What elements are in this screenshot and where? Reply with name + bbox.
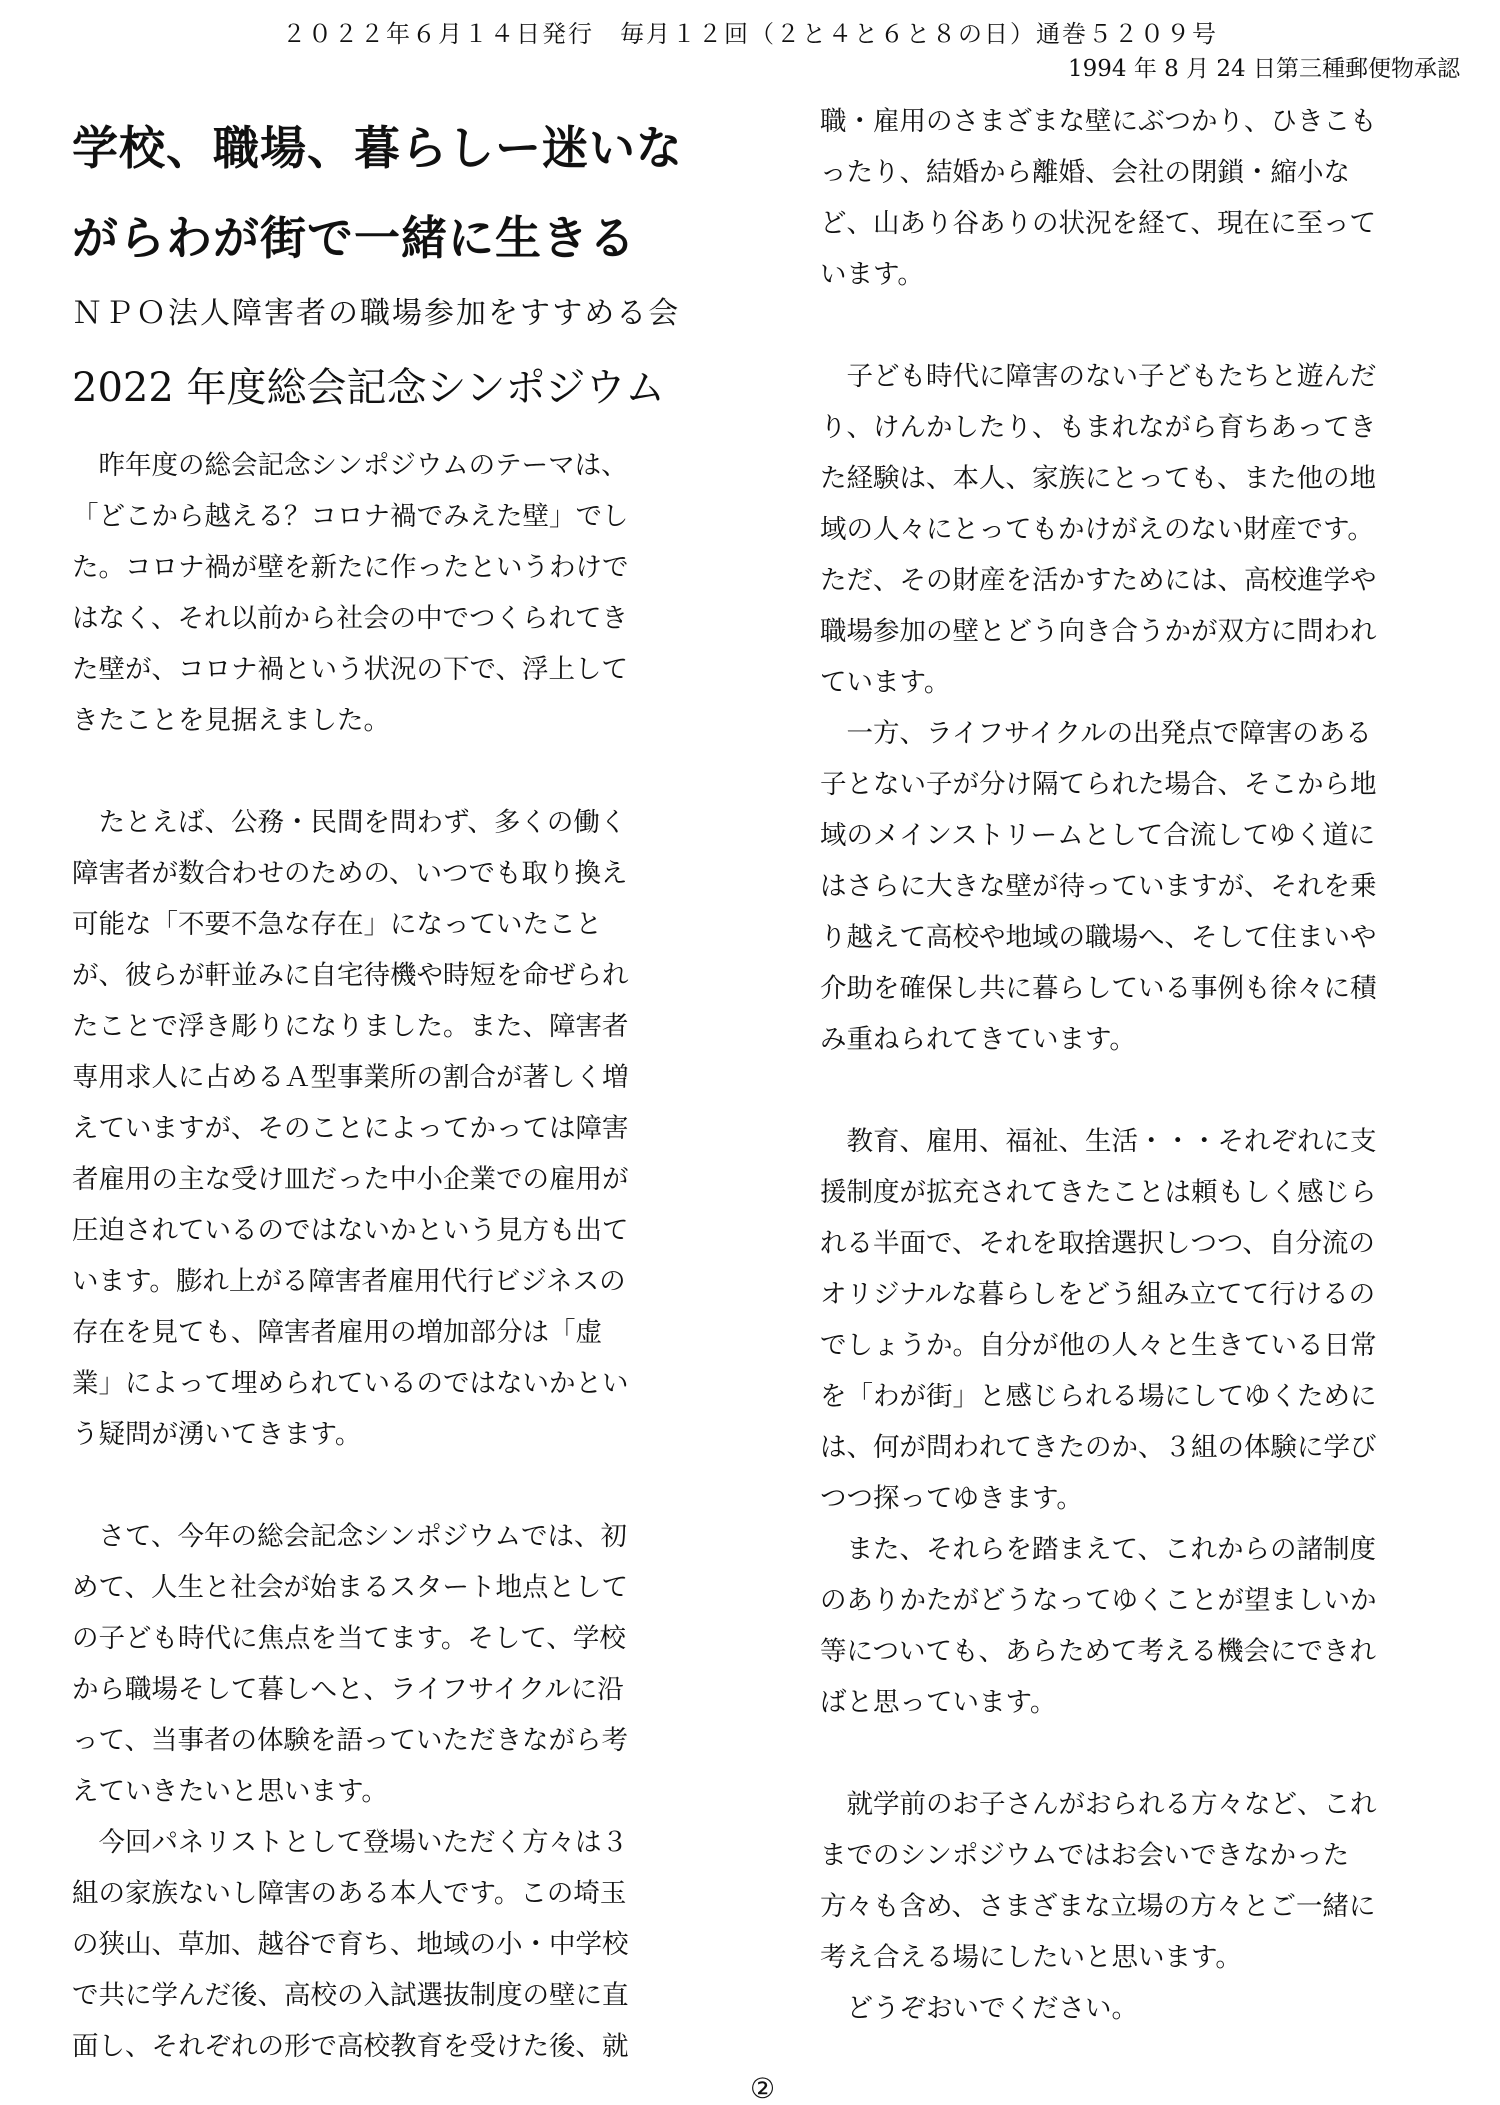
text-line: の子ども時代に焦点を当てます。そして、学校 — [72, 1623, 626, 1654]
text-line: 可能な「不要不急な存在」になっていたこと — [72, 909, 602, 940]
text-line: の狭山、草加、越谷で育ち、地域の小・中学校 — [72, 1929, 629, 1960]
text-line: 職場参加の壁とどう向き合うかが双方に問われ — [820, 616, 1377, 647]
text-line: 面し、それぞれの形で高校教育を受けた後、就 — [72, 2031, 629, 2062]
text-line: はなく、それ以前から社会の中でつくられてき — [72, 603, 628, 634]
text-line: 子とない子が分け隔てられた場合、そこから地 — [820, 769, 1377, 800]
text-line: ています。 — [820, 667, 951, 698]
title-line-2: がらわが街で一緒に生きる — [72, 211, 636, 265]
text-line: 等についても、あらためて考える機会にできれ — [820, 1636, 1376, 1667]
text-line: 域のメインストリームとして合流してゆく道に — [820, 820, 1376, 851]
left-paragraph-3 — [72, 1511, 712, 2072]
text-line: り越えて高校や地域の職場へ、そして住まいや — [820, 922, 1377, 953]
text-line: 者雇用の主な受け皿だった中小企業での雇用が — [72, 1164, 629, 1195]
text-line: ど、山あり谷ありの状況を経て、現在に至って — [820, 208, 1376, 239]
text-line: はさらに大きな壁が待っていますが、それを乗 — [820, 871, 1377, 902]
left-paragraph-2 — [72, 797, 712, 1460]
text-line: 域の人々にとってもかけがえのない財産です。 — [820, 514, 1374, 545]
right-paragraph-2 — [820, 351, 1470, 1065]
text-line: ったり、結婚から離婚、会社の閉鎖・縮小な — [820, 157, 1350, 188]
text-line: で共に学んだ後、高校の入試選抜制度の壁に直 — [72, 1980, 629, 2011]
text-line: います。膨れ上がる障害者雇用代行ビジネスの — [72, 1266, 626, 1297]
left-paragraph-1 — [72, 440, 712, 746]
paragraph-spacer — [72, 1460, 712, 1511]
postal-approval: 1994 年 8 月 24 日第三種郵便物承認 — [1068, 56, 1460, 82]
text-line: り、けんかしたり、もまれながら育ちあってき — [820, 412, 1377, 443]
text-line: う疑問が湧いてきます。 — [72, 1419, 362, 1450]
text-line: 圧迫されているのではないかという見方も出て — [72, 1215, 629, 1246]
text-line: います。 — [820, 259, 924, 290]
text-line: 昨年度の総会記念シンポジウムのテーマは、 — [72, 450, 628, 481]
text-line: どうぞおいでください。 — [820, 1993, 1138, 2024]
text-line: 就学前のお子さんがおられる方々など、これ — [820, 1789, 1377, 1820]
text-line: を「わが街」と感じられる場にしてゆくために — [820, 1381, 1377, 1412]
text-line: が、彼らが軒並みに自宅待機や時短を命ぜられ — [72, 960, 629, 991]
text-line: さて、今年の総会記念シンポジウムでは、初 — [72, 1521, 628, 1552]
left-column — [72, 440, 712, 2072]
text-line: たとえば、公務・民間を問わず、多くの働く — [72, 807, 627, 838]
text-line: えていますが、そのことによってかっては障害 — [72, 1113, 629, 1144]
text-line: えていきたいと思います。 — [72, 1776, 388, 1807]
right-column — [820, 96, 1470, 2034]
text-line: たことで浮き彫りになりました。また、障害者 — [72, 1011, 629, 1042]
text-line: ただ、その財産を活かすためには、高校進学や — [820, 565, 1377, 596]
text-line: は、何が問われてきたのか、３組の体験に学び — [820, 1432, 1377, 1463]
text-line: 「どこから越える？コロナ禍でみえた壁」でし — [72, 501, 629, 532]
text-line: 業」によって埋められているのではないかとい — [72, 1368, 629, 1399]
text-line: 専用求人に占めるＡ型事業所の割合が著しく増 — [72, 1062, 629, 1093]
issue-line: ２０２２年６月１４日発行 毎月１２回（２と４と６と８の日）通巻５２０９号 — [282, 20, 1218, 48]
text-line: 教育、雇用、福祉、生活・・・それぞれに支 — [820, 1126, 1377, 1157]
text-line: 一方、ライフサイクルの出発点で障害のある — [820, 718, 1372, 749]
text-line: 方々も含め、さまざまな立場の方々とご一緒に — [820, 1891, 1376, 1922]
organization-name: ＮＰＯ法人障害者の職場参加をすすめる会 — [72, 296, 681, 331]
paragraph-spacer — [820, 1065, 1470, 1116]
text-line: 介助を確保し共に暮らしている事例も徐々に積 — [820, 973, 1377, 1004]
text-line: 組の家族ないし障害のある本人です。この埼玉 — [72, 1878, 627, 1909]
paragraph-spacer — [72, 746, 712, 797]
text-line: 今回パネリストとして登場いただく方々は３ — [72, 1827, 628, 1858]
text-line: 障害者が数合わせのための、いつでも取り換え — [72, 858, 628, 889]
right-paragraph-1 — [820, 96, 1470, 300]
title-line-1: 学校、職場、暮らしー迷いな — [72, 121, 683, 175]
text-line: また、それらを踏まえて、これからの諸制度 — [820, 1534, 1376, 1565]
text-line: つつ探ってゆきます。 — [820, 1483, 1083, 1514]
text-line: 子ども時代に障害のない子どもたちと遊んだ — [820, 361, 1377, 392]
text-line: 存在を見ても、障害者雇用の増加部分は「虚 — [72, 1317, 602, 1348]
paragraph-spacer — [820, 1728, 1470, 1779]
text-line: た経験は、本人、家族にとっても、また他の地 — [820, 463, 1376, 494]
event-name: 2022 年度総会記念シンポジウム — [72, 365, 666, 411]
right-paragraph-3 — [820, 1116, 1470, 1728]
text-line: でしょうか。自分が他の人々と生きている日常 — [820, 1330, 1377, 1361]
text-line: た壁が、コロナ禍という状況の下で、浮上して — [72, 654, 628, 685]
text-line: のありかたがどうなってゆくことが望ましいか — [820, 1585, 1377, 1616]
text-line: までのシンポジウムではお会いできなかった — [820, 1840, 1350, 1871]
right-paragraph-4 — [820, 1779, 1470, 2034]
text-line: ばと思っています。 — [820, 1687, 1057, 1718]
text-line: って、当事者の体験を語っていただきながら考 — [72, 1725, 628, 1756]
text-line: 職・雇用のさまざまな壁にぶつかり、ひきこも — [820, 106, 1377, 137]
text-line: み重ねられてきています。 — [820, 1024, 1136, 1055]
text-line: 考え合える場にしたいと思います。 — [820, 1942, 1242, 1973]
text-line: れる半面で、それを取捨選択しつつ、自分流の — [820, 1228, 1375, 1259]
text-line: オリジナルな暮らしをどう組み立てて行けるの — [820, 1279, 1376, 1310]
page-number: ② — [750, 2072, 776, 2105]
text-line: 援制度が拡充されてきたことは頼もしく感じら — [820, 1177, 1377, 1208]
text-line: めて、人生と社会が始まるスタート地点として — [72, 1572, 628, 1603]
text-line: た。コロナ禍が壁を新たに作ったというわけで — [72, 552, 629, 583]
text-line: きたことを見据えました。 — [72, 705, 390, 736]
text-line: から職場そして暮しへと、ライフサイクルに沿 — [72, 1674, 624, 1705]
paragraph-spacer — [820, 300, 1470, 351]
